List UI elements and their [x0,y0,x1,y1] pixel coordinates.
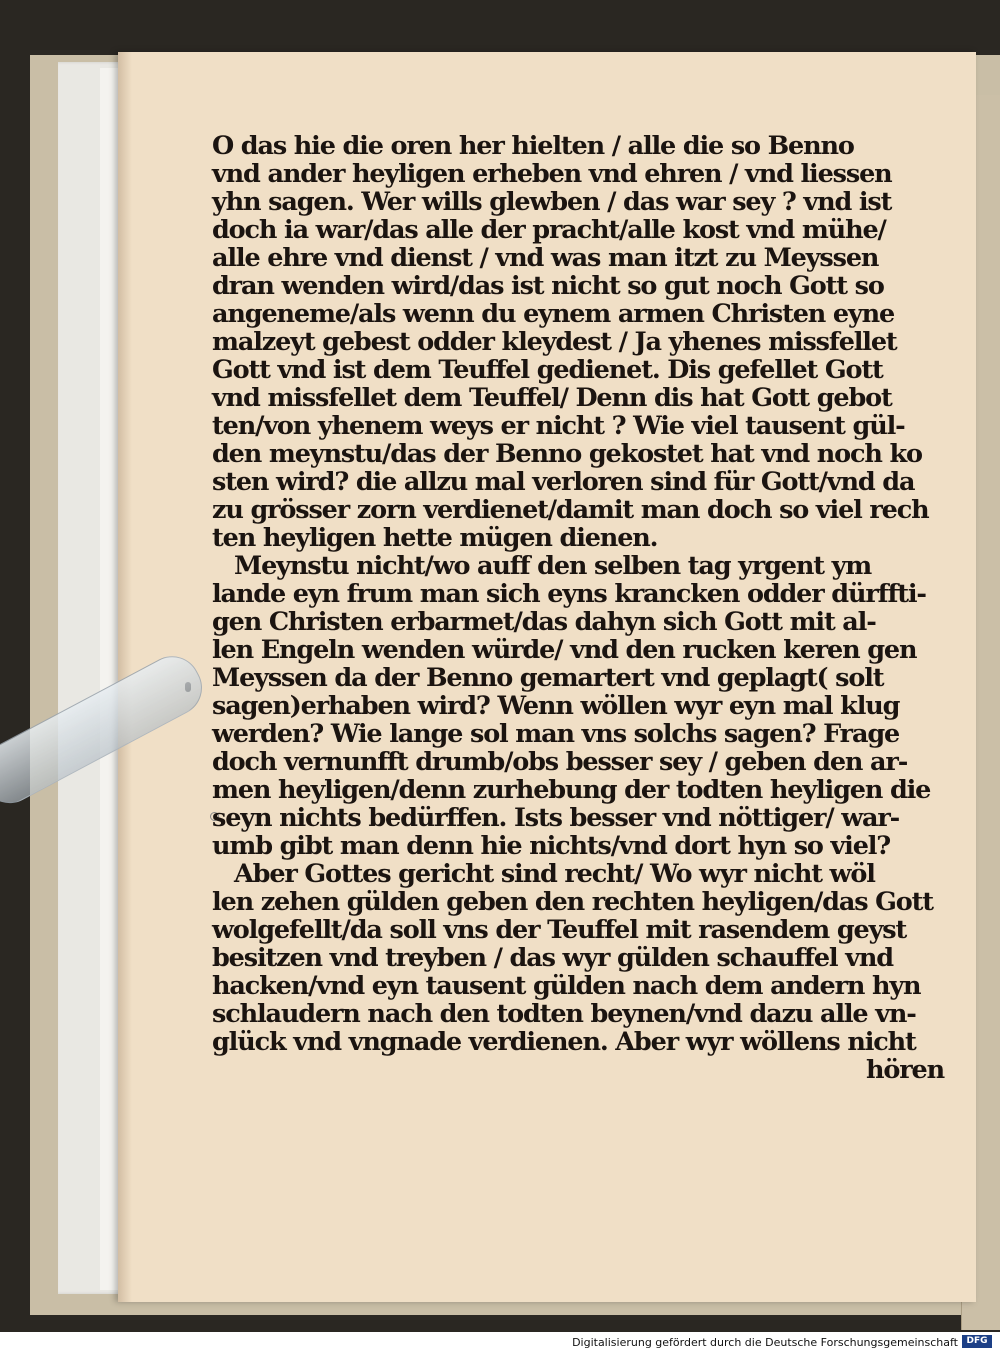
text-line: Meyssen da der Benno gemartert vnd geplagt( solt [212,663,884,693]
catchword: hören [866,1055,944,1085]
text-line: glück vnd vngnade verdienen. Aber wyr wöllens nicht [212,1027,916,1057]
text-line: Gott vnd ist dem Teuffel gedienet. Dis gefellet Gott [212,355,883,385]
text-line: angeneme/als wenn du eynem armen Christen eyne [212,299,895,329]
text-line: malzeyt gebest odder kleydest / Ja yhenes missfellet [212,327,897,357]
text-line: ten/von yhenem weys er nicht ? Wie viel tausent gül- [212,411,905,441]
text-line: schlaudern nach den todten beynen/vnd dazu alle vn- [212,999,916,1029]
text-line: doch vernunfft drumb/obs besser sey / geben den ar- [212,747,908,777]
text-line: yhn sagen. Wer wills glewben / das war sey ? vnd ist [212,187,892,217]
text-line: besitzen vnd treyben / das wyr gülden schauffel vnd [212,943,893,973]
text-line: gen Christen erbarmet/das dahyn sich Gott mit al- [212,607,876,637]
text-line: dran wenden wird/das ist nicht so gut noch Gott so [212,271,884,301]
dfg-logo: DFG [962,1335,992,1348]
text-line: seyn nichts bedürffen. Ists besser vnd nöttiger/ war- [212,803,900,833]
footer-credit: Digitalisierung gefördert durch die Deutsche Forschungsgemeinschaft [572,1336,958,1349]
text-line: men heyligen/denn zurhebung der todten heyligen die [212,775,931,805]
text-line: werden? Wie lange sol man vns solchs sagen? Frage [212,719,900,749]
text-line: doch ia war/das alle der pracht/alle kost vnd mühe/ [212,215,886,245]
text-line: vnd ander heyligen erheben vnd ehren / vnd liessen [212,159,892,189]
text-line: alle ehre vnd dienst / vnd was man itzt zu Meyssen [212,243,879,273]
text-line: sten wird? die allzu mal verloren sind für Gott/vnd da [212,467,915,497]
page-text-block [212,132,964,1084]
text-line: O das hie die oren her hielten / alle die so Benno [212,131,854,161]
text-line: wolgefellt/da soll vns der Teuffel mit rasendem geyst [212,915,907,945]
text-line: len Engeln wenden würde/ vnd den rucken keren gen [212,635,917,665]
text-line: ten heyligen hette mügen dienen. [212,523,658,553]
text-line: den meynstu/das der Benno gekostet hat vnd noch ko [212,439,922,469]
text-line: Aber Gottes gericht sind recht/ Wo wyr nicht wöl [234,859,875,889]
text-line: umb gibt man denn hie nichts/vnd dort hyn so viel? [212,831,891,861]
text-line: sagen)erhaben wird? Wenn wöllen wyr eyn mal klug [212,691,900,721]
text-line: lande eyn frum man sich eyns krancken odder dürffti- [212,579,926,609]
text-line: zu grösser zorn verdienet/damit man doch so viel rech [212,495,929,525]
text-line: len zehen gülden geben den rechten heyligen/das Gott [212,887,933,917]
text-line: vnd missfellet dem Teuffel/ Denn dis hat Gott gebot [212,383,892,413]
text-line: Meynstu nicht/wo auff den selben tag yrgent ym [234,551,872,581]
text-line: hacken/vnd eyn tausent gülden nach dem andern hyn [212,971,921,1001]
